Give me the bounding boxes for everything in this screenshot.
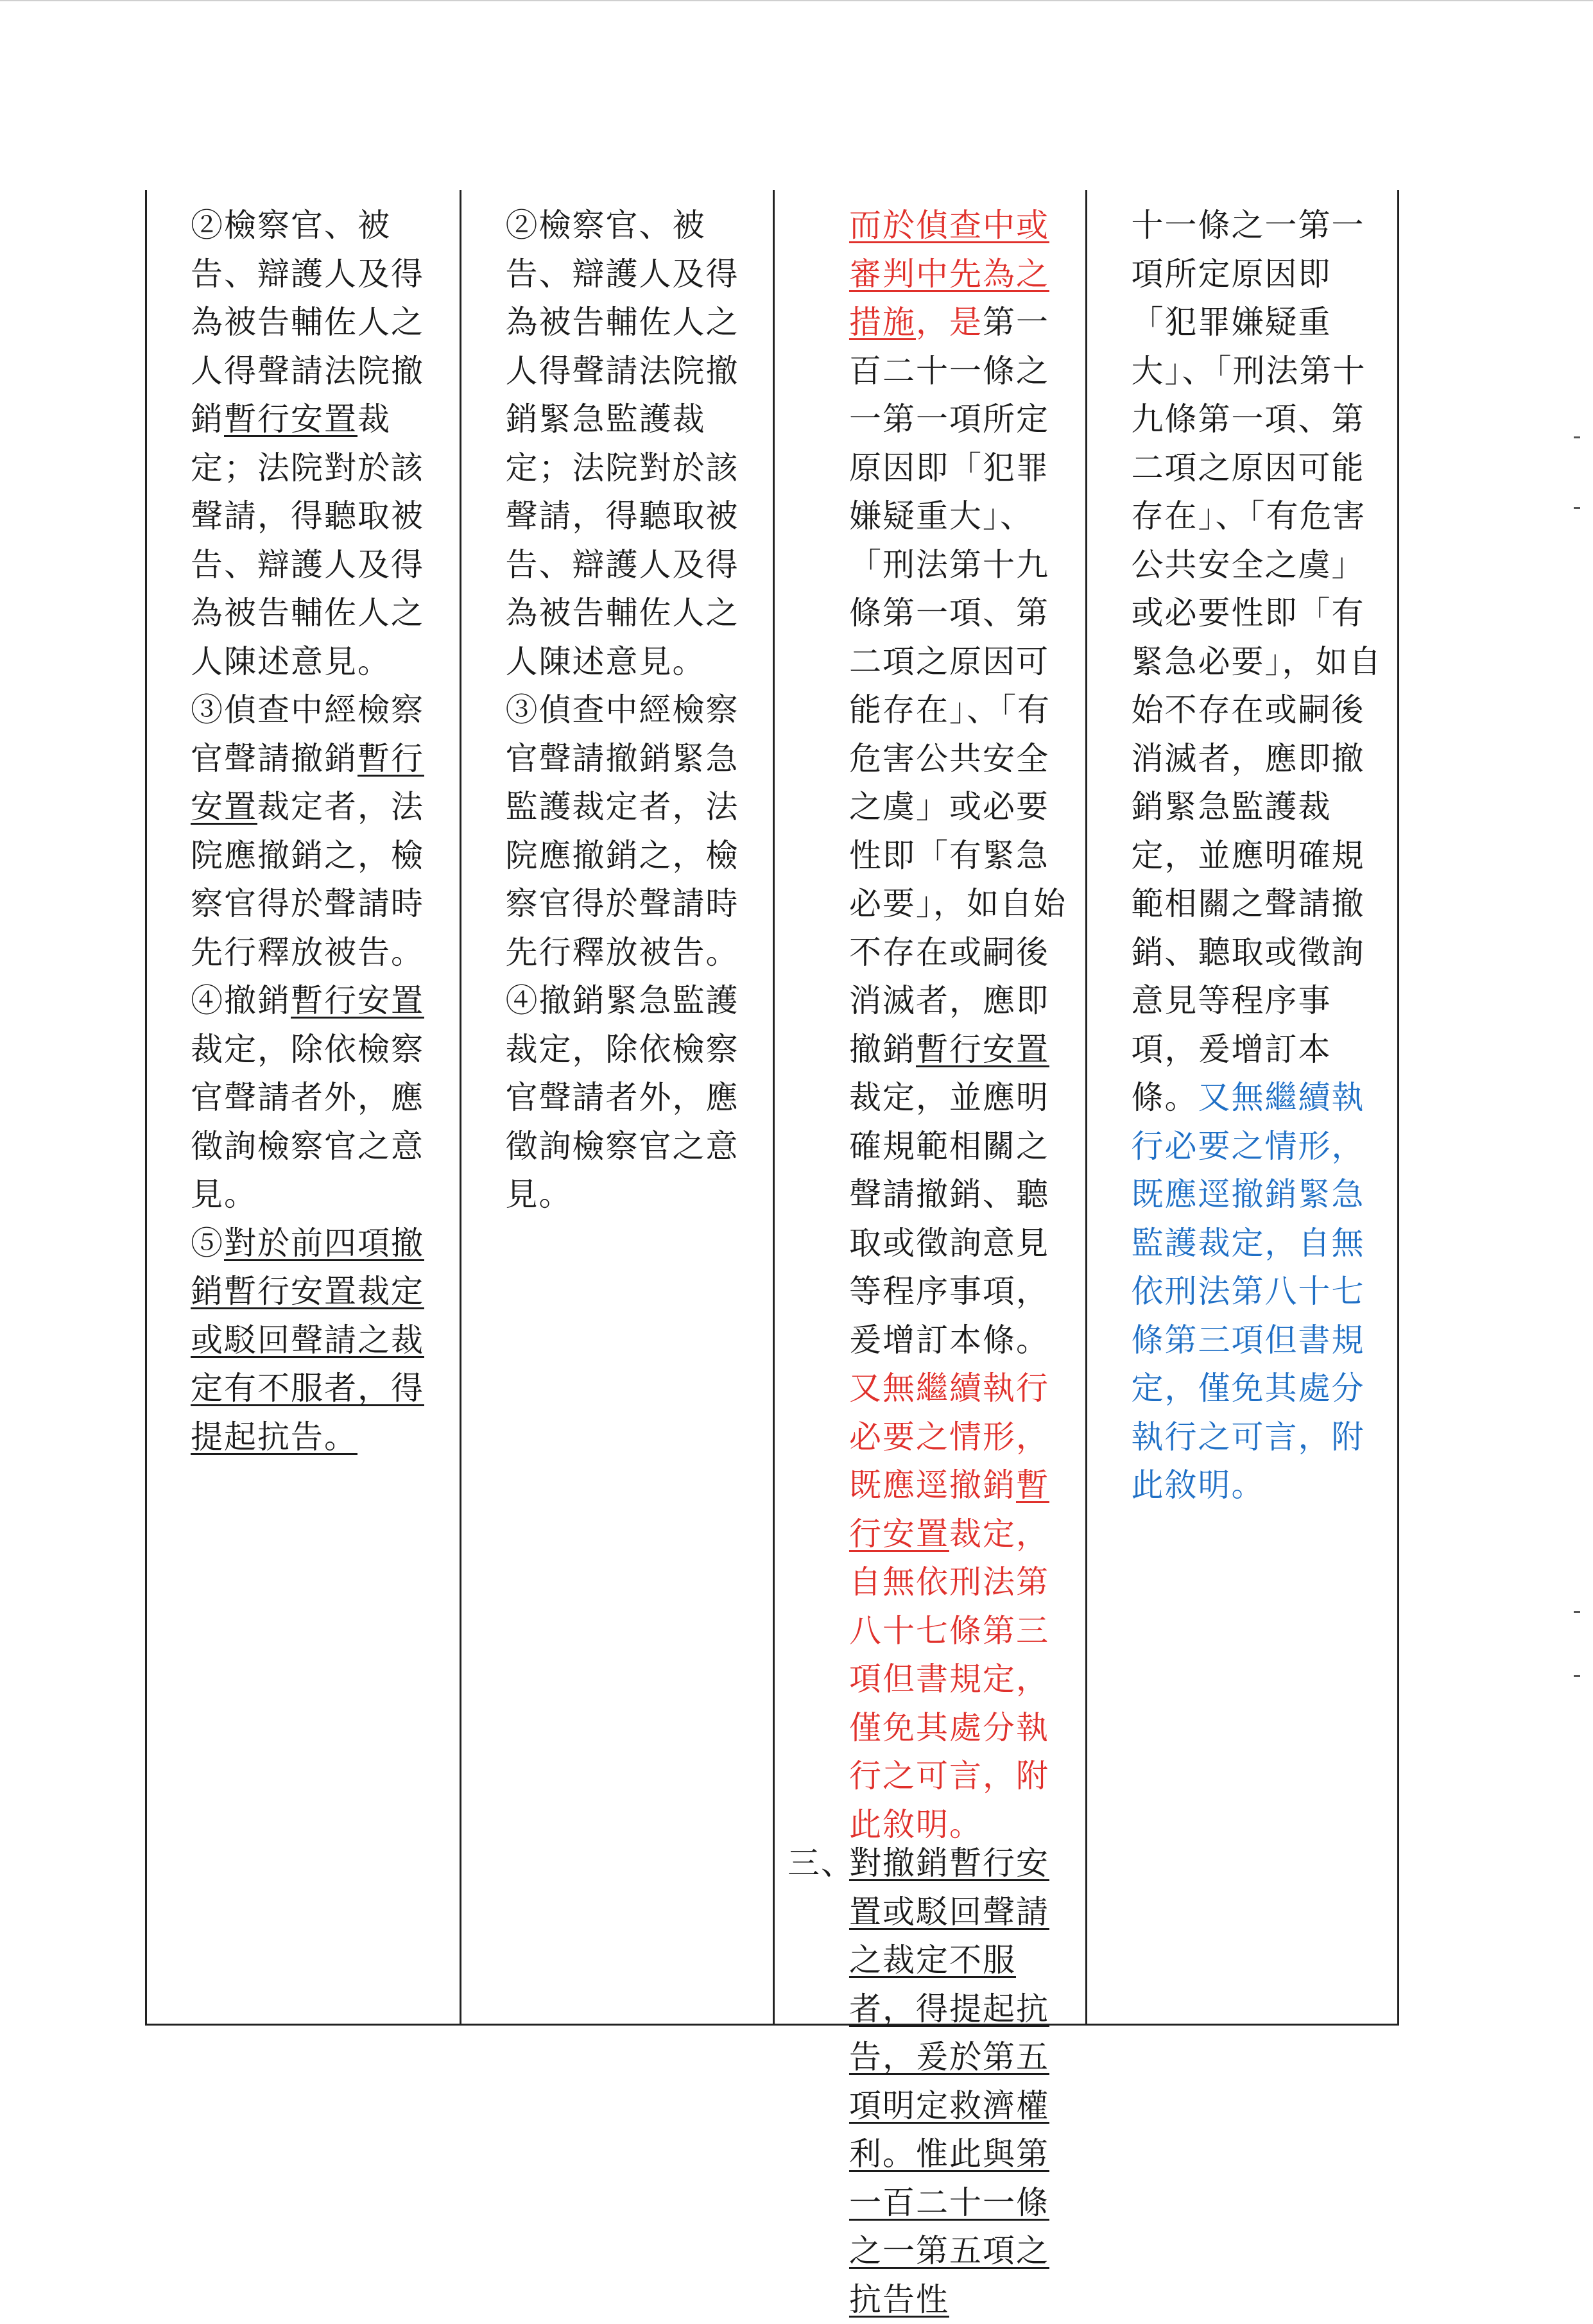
item-number: 三、 bbox=[788, 1839, 849, 1888]
column-explanation bbox=[773, 190, 1086, 2024]
text-segment: 裁定；法院對於該聲請，得聽取被告、辯護人及得為被告輔佐人之人陳述意見。 bbox=[191, 400, 424, 680]
paragraph bbox=[191, 977, 452, 1219]
text-segment: 又無繼續執行必要之情形，既應逕撤銷緊急監護裁定，自無依刑法第八十七條第三項但書規定，僅免其處分執行之可言，附此敘明。 bbox=[1131, 1079, 1365, 1504]
text-segment: 裁定，除依檢察官聲請者外，應徵詢檢察官之意見。 bbox=[191, 1031, 424, 1214]
cell-content bbox=[775, 202, 1086, 1849]
comparison-table bbox=[145, 190, 1399, 2026]
page-top-rule bbox=[0, 0, 1593, 1]
paragraph bbox=[191, 1219, 452, 1462]
column-amended-text bbox=[147, 190, 460, 2024]
text-segment: ⑤ bbox=[191, 1225, 224, 1262]
text-segment: 而於偵查中或審判中先為之措施 bbox=[849, 207, 1049, 341]
text-segment: ②檢察官、被告、辯護人及得為被告輔佐人之人得聲請法院撤銷 bbox=[191, 207, 424, 438]
text-segment: 暫行安置 bbox=[291, 982, 424, 1019]
text-segment: 裁定，自無依刑法第八十七條第三項但書規定，僅免其處分執行之可言，附此敘明。 bbox=[849, 1515, 1049, 1843]
text-segment: 暫行安置 bbox=[224, 400, 357, 438]
text-segment: ③偵查中經檢察官聲請撤銷 bbox=[191, 691, 424, 777]
scan-mark bbox=[1574, 436, 1580, 438]
paragraph bbox=[191, 202, 452, 686]
item-first-line: 對撤銷暫行安 bbox=[849, 1845, 1049, 1882]
paragraph bbox=[505, 202, 765, 686]
paragraph bbox=[191, 686, 452, 977]
cell-content bbox=[1087, 202, 1397, 1510]
item-continuation: 置或駁回聲請之裁定不服者，得提起抗告，爰於第五項明定救濟權利。惟此與第一百二十一條之一第五項之抗告性 bbox=[788, 1888, 1078, 2324]
text-segment: 十一條之一第一項所定原因即「犯罪嫌疑重大」、「刑法第十九條第一項、第二項之原因可能存在」、「有危害公共安全之虞」或必要性即「有緊急必要」，如自始不存在或嗣後消滅者，應即撤銷緊急監護裁定，並應明確規範相關之聲請撤銷、聽取或徵詢意見等程序事項，爰增訂本條。 bbox=[1131, 207, 1382, 1116]
text-segment: ③偵查中經檢察官聲請撤銷緊急監護裁定者，法院應撤銷之，檢察官得於聲請時先行釋放被告。 bbox=[505, 691, 739, 971]
text-segment: 又無繼續執行必要之情形，既應逕撤銷 bbox=[849, 1370, 1049, 1504]
scan-mark bbox=[1574, 1675, 1580, 1677]
text-segment: 暫行安置 bbox=[916, 1031, 1049, 1068]
paragraph bbox=[505, 686, 765, 977]
column-current-text bbox=[460, 190, 773, 2024]
text-segment: 暫行安置 bbox=[849, 1467, 1049, 1553]
cell-content bbox=[147, 202, 460, 1461]
explanation-item-three bbox=[775, 1839, 1086, 2324]
text-segment: 暫行安置 bbox=[191, 740, 424, 826]
paragraph bbox=[849, 202, 1078, 1849]
text-segment: 裁定者，法院應撤銷之，檢察官得於聲請時先行釋放被告。 bbox=[191, 788, 424, 971]
text-segment: ④撤銷緊急監護裁定，除依檢察官聲請者外，應徵詢檢察官之意見。 bbox=[505, 982, 739, 1213]
column-notes bbox=[1085, 190, 1397, 2024]
text-segment: 裁定，並應明確規範相關之聲請撤銷、聽取或徵詢意見等程序事項，爰增訂本條。 bbox=[849, 1079, 1049, 1359]
text-segment: ②檢察官、被告、辯護人及得為被告輔佐人之人得聲請法院撤銷緊急監護裁定；法院對於該聲請，得聽取被告、辯護人及得為被告輔佐人之人陳述意見。 bbox=[505, 207, 739, 680]
text-segment: 對於前四項撤銷暫行安置裁定或駁回聲請之裁定有不服者，得提起抗告。 bbox=[191, 1225, 424, 1456]
paragraph bbox=[505, 977, 765, 1219]
scan-mark bbox=[1574, 1611, 1580, 1613]
cell-content bbox=[461, 202, 773, 1219]
scan-mark bbox=[1574, 507, 1580, 509]
text-segment: 第一百二十一條之一第一項所定原因即「犯罪嫌疑重大」、「刑法第十九條第一項、第二項之原因可能存在」、「有危害公共安全之虞」或必要性即「有緊急必要」，如自始不存在或嗣後消滅者，應即撤銷 bbox=[849, 304, 1067, 1068]
text-segment: ④撤銷 bbox=[191, 982, 291, 1019]
paragraph bbox=[1131, 202, 1390, 1510]
text-segment: ，是 bbox=[916, 304, 983, 341]
